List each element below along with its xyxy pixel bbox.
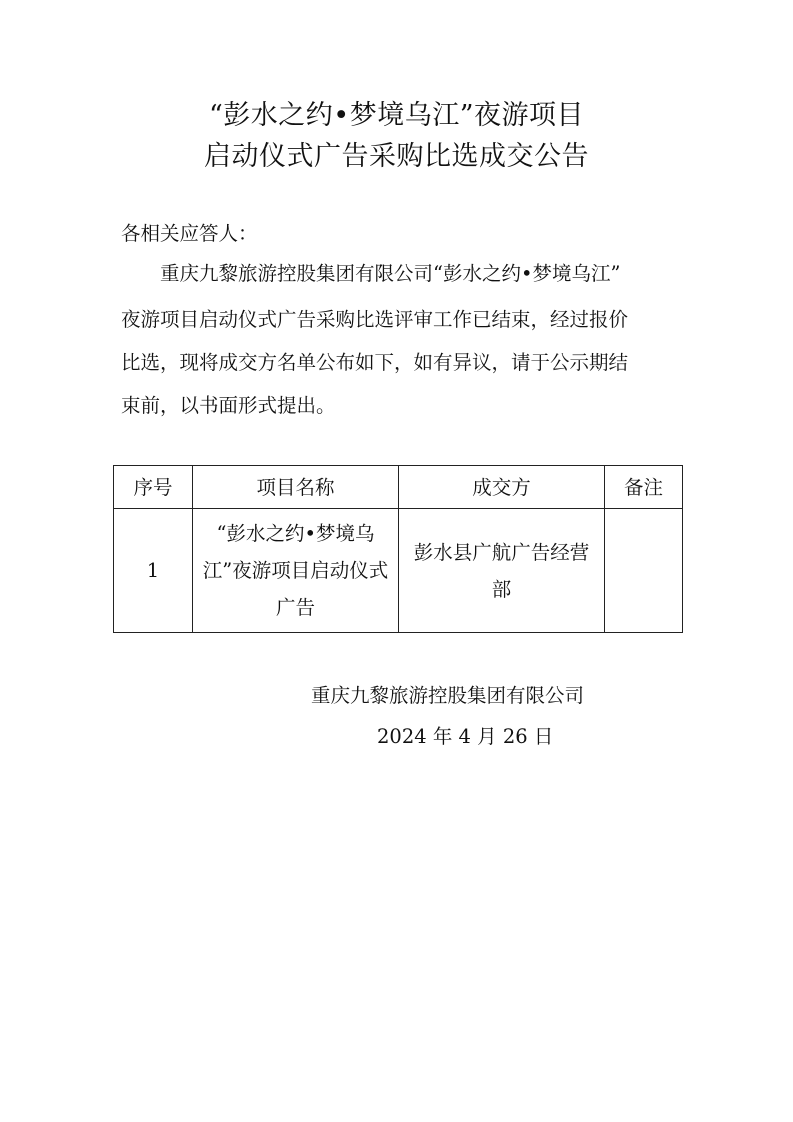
body-paragraph-line-2: 夜游项目启动仪式广告采购比选评审工作已结束，经过报价: [121, 308, 629, 331]
body-paragraph-line-1: 重庆九黎旅游控股集团有限公司“彭水之约•梦境乌江”: [160, 262, 621, 285]
body-paragraph-line-4: 束前，以书面形式提出。: [121, 394, 336, 417]
header-supplier: 成交方: [399, 466, 605, 509]
salutation: 各相关应答人：: [121, 222, 258, 245]
cell-index: 1: [114, 509, 193, 633]
body-paragraph-line-3: 比选，现将成交方名单公布如下，如有异议，请于公示期结: [121, 351, 629, 374]
table-header-row: [114, 466, 683, 509]
cell-project-name: “彭水之约•梦境乌江”夜游项目启动仪式广告: [202, 522, 389, 619]
cell-supplier-container: [399, 509, 605, 633]
header-project-name: 项目名称: [193, 466, 399, 509]
table-row: [114, 509, 683, 633]
notice-title-line-1: “彭水之约•梦境乌江”夜游项目: [208, 100, 585, 131]
signature-date: 2024 年 4 月 26 日: [377, 725, 554, 748]
result-table: [113, 465, 683, 633]
cell-project-name-container: [193, 509, 399, 633]
notice-title-line-2: 启动仪式广告采购比选成交公告: [204, 141, 589, 172]
cell-remark: [605, 509, 683, 633]
signature-company: 重庆九黎旅游控股集团有限公司: [311, 684, 585, 707]
header-remark: 备注: [605, 466, 683, 509]
header-index: 序号: [114, 466, 193, 509]
cell-supplier: 彭水县广航广告经营部: [413, 540, 590, 601]
